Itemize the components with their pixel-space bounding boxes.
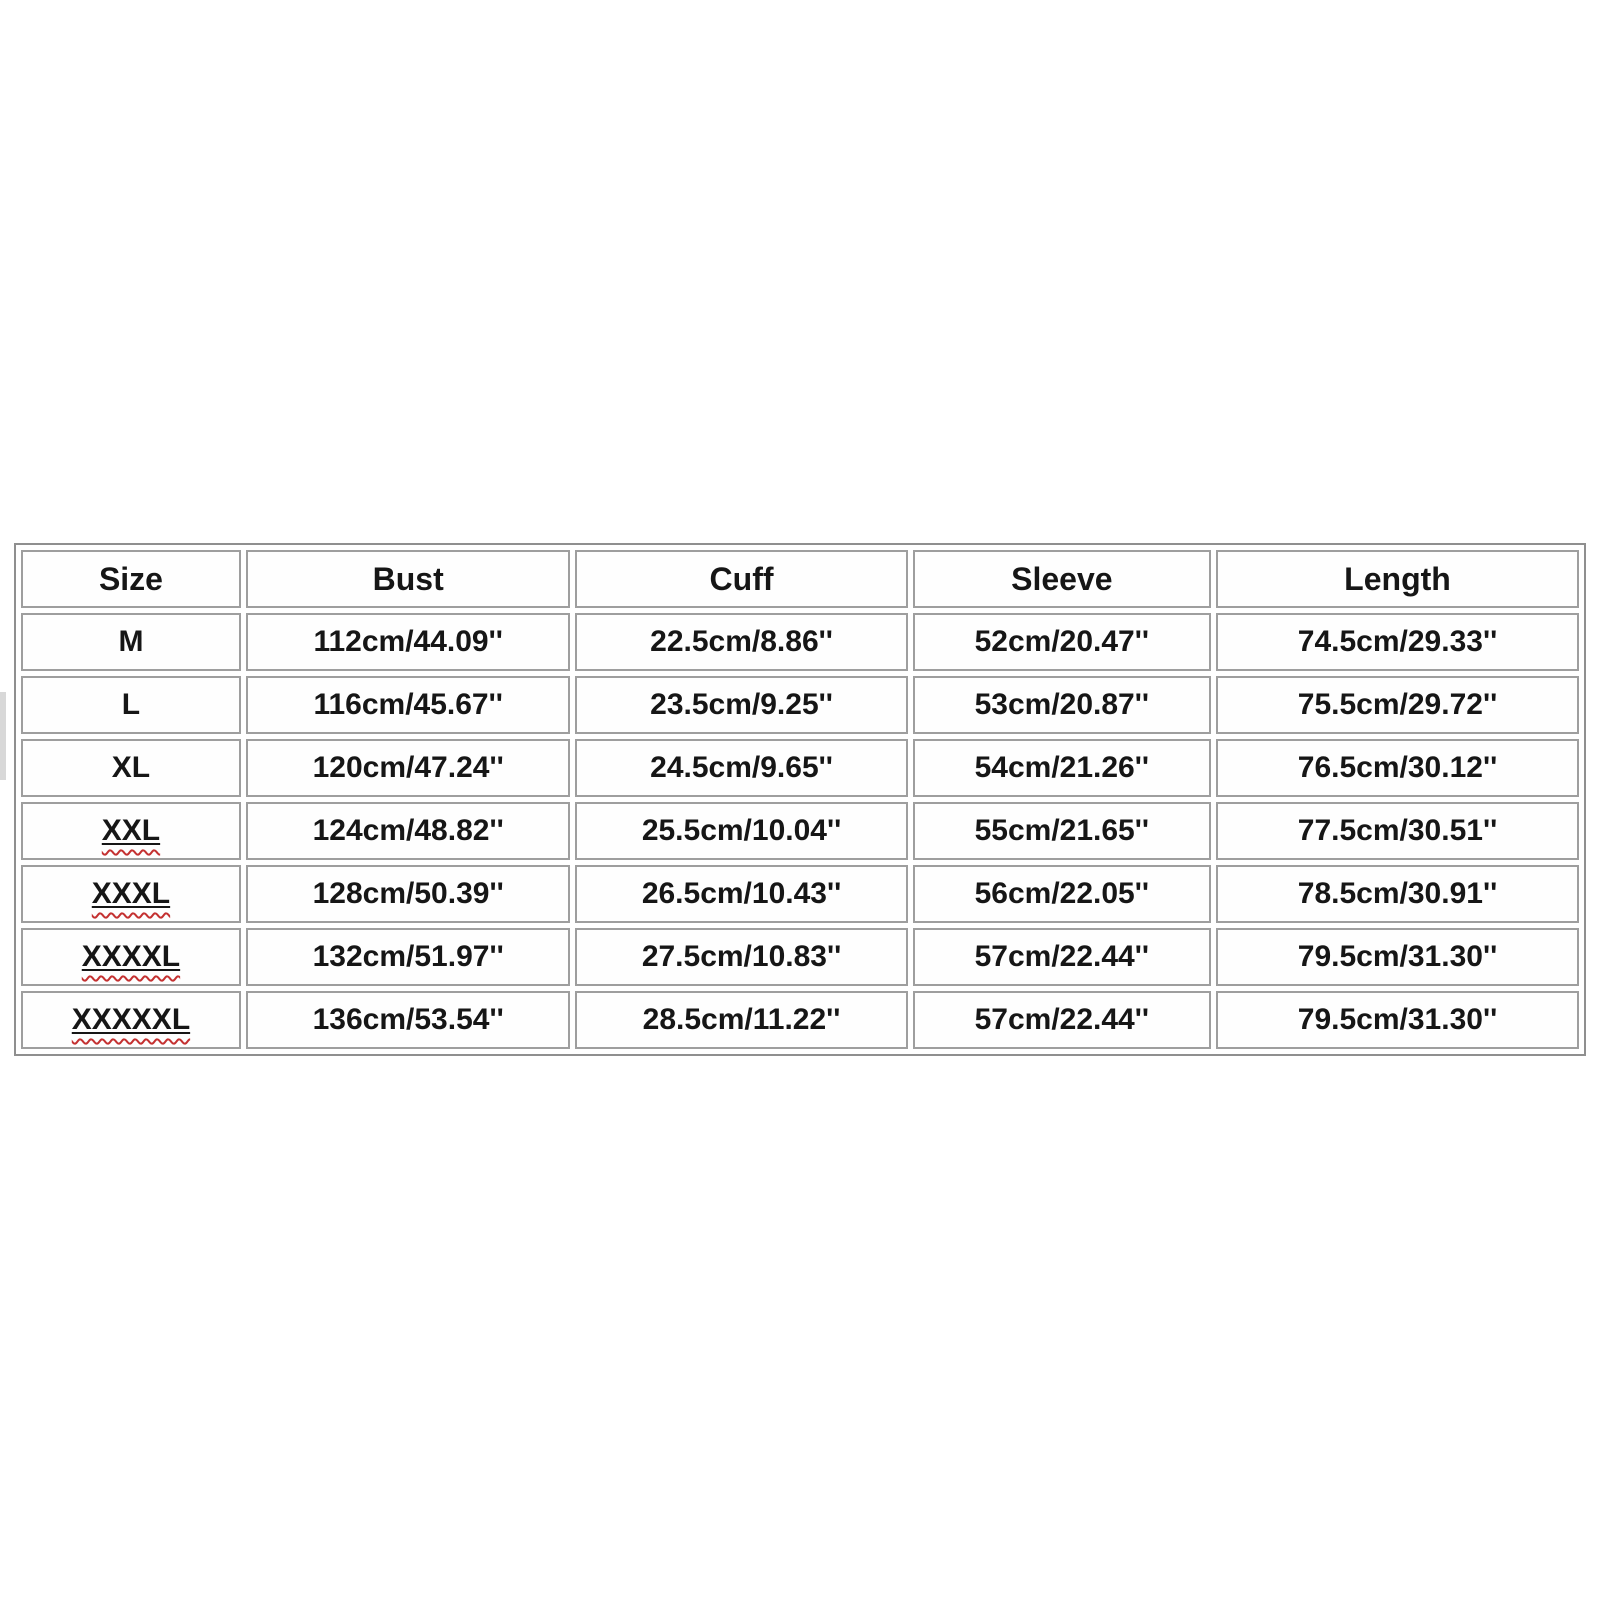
size-label-wrap — [118, 625, 143, 658]
length-value-cell: 75.5cm/29.72'' — [1216, 676, 1579, 734]
table-row — [21, 613, 1579, 671]
bust-value-cell: 124cm/48.82'' — [246, 802, 571, 860]
size-label-spellchecked — [72, 1003, 190, 1036]
size-label: XXL — [101, 814, 161, 847]
size-label-spellchecked — [102, 814, 160, 847]
size-label: M — [118, 625, 144, 658]
size-label-wrap — [112, 751, 150, 784]
size-label-spellchecked — [82, 940, 180, 973]
size-label-wrap — [122, 688, 140, 721]
size-chart-table — [14, 543, 1586, 1056]
cuff-value-cell: 23.5cm/9.25'' — [575, 676, 907, 734]
sleeve-value-cell: 54cm/21.26'' — [913, 739, 1211, 797]
size-cell — [21, 613, 241, 671]
sleeve-value-cell: 52cm/20.47'' — [913, 613, 1211, 671]
size-label: L — [121, 688, 141, 721]
cuff-value-cell: 22.5cm/8.86'' — [575, 613, 907, 671]
bust-value-cell: 120cm/47.24'' — [246, 739, 571, 797]
sleeve-value-cell: 56cm/22.05'' — [913, 865, 1211, 923]
cuff-value-cell: 25.5cm/10.04'' — [575, 802, 907, 860]
size-label: XXXXL — [81, 940, 181, 973]
sleeve-value-cell: 53cm/20.87'' — [913, 676, 1211, 734]
header-cell-sleeve: Sleeve — [913, 550, 1211, 608]
size-label: XL — [111, 751, 151, 784]
size-label: XXXL — [91, 877, 171, 910]
size-cell — [21, 802, 241, 860]
cuff-value-cell: 24.5cm/9.65'' — [575, 739, 907, 797]
sleeve-value-cell: 55cm/21.65'' — [913, 802, 1211, 860]
size-cell — [21, 991, 241, 1049]
sleeve-value-cell: 57cm/22.44'' — [913, 991, 1211, 1049]
size-label-spellchecked — [92, 877, 170, 910]
table-row — [21, 739, 1579, 797]
size-cell — [21, 739, 241, 797]
length-value-cell: 77.5cm/30.51'' — [1216, 802, 1579, 860]
header-cell-size: Size — [21, 550, 241, 608]
left-edge-artifact — [0, 692, 6, 780]
cuff-value-cell: 28.5cm/11.22'' — [575, 991, 907, 1049]
bust-value-cell: 112cm/44.09'' — [246, 613, 571, 671]
sleeve-value-cell: 57cm/22.44'' — [913, 928, 1211, 986]
size-cell — [21, 928, 241, 986]
size-cell — [21, 676, 241, 734]
table-row — [21, 928, 1579, 986]
table-row — [21, 676, 1579, 734]
cuff-value-cell: 26.5cm/10.43'' — [575, 865, 907, 923]
size-label: XXXXXL — [71, 1003, 191, 1036]
bust-value-cell: 136cm/53.54'' — [246, 991, 571, 1049]
length-value-cell: 76.5cm/30.12'' — [1216, 739, 1579, 797]
cuff-value-cell: 27.5cm/10.83'' — [575, 928, 907, 986]
length-value-cell: 78.5cm/30.91'' — [1216, 865, 1579, 923]
table-row — [21, 991, 1579, 1049]
table-body — [21, 613, 1579, 1049]
length-value-cell: 74.5cm/29.33'' — [1216, 613, 1579, 671]
header-cell-length: Length — [1216, 550, 1579, 608]
bust-value-cell: 128cm/50.39'' — [246, 865, 571, 923]
length-value-cell: 79.5cm/31.30'' — [1216, 928, 1579, 986]
size-cell — [21, 865, 241, 923]
table-row — [21, 802, 1579, 860]
bust-value-cell: 116cm/45.67'' — [246, 676, 571, 734]
header-cell-cuff: Cuff — [575, 550, 907, 608]
header-row — [21, 550, 1579, 608]
table-row — [21, 865, 1579, 923]
length-value-cell: 79.5cm/31.30'' — [1216, 991, 1579, 1049]
header-cell-bust: Bust — [246, 550, 571, 608]
bust-value-cell: 132cm/51.97'' — [246, 928, 571, 986]
